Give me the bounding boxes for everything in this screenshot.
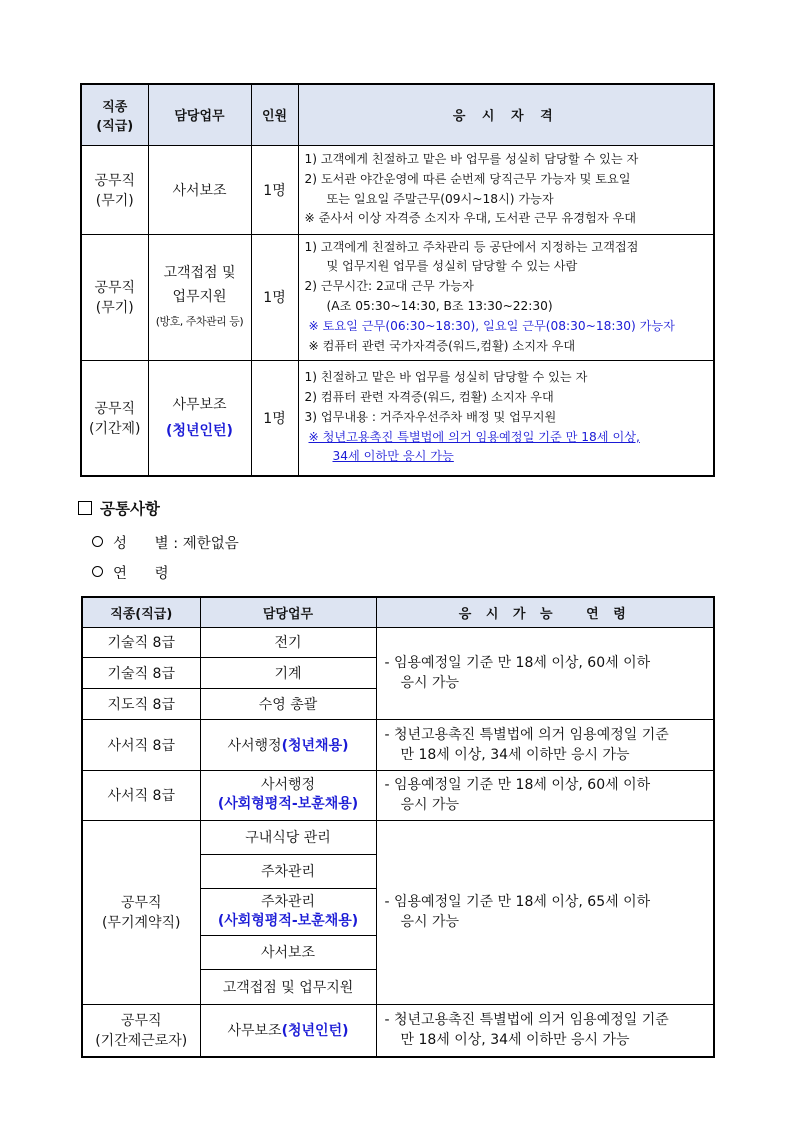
job-cell: 공무직 (기간제근로자): [82, 1004, 200, 1057]
common-section-title: 공통사항: [78, 497, 160, 519]
header-duty: 담당업무: [200, 597, 376, 627]
age-cell: - 임용예정일 기준 만 18세 이상, 60세 이하 응시 가능: [376, 627, 714, 719]
checkbox-square-icon: [78, 501, 92, 515]
duty-cell: 주차관리: [200, 854, 376, 888]
circle-bullet-icon: [92, 536, 103, 547]
table-row: [82, 770, 714, 820]
header-duty: 담당업무: [148, 84, 251, 145]
duty-cell: 주차관리 (사회형평적-보훈채용): [200, 888, 376, 935]
duty-cell: 사서행정(청년채용): [200, 719, 376, 770]
table-row: [82, 1004, 714, 1057]
job-cell: 사서직 8급: [82, 770, 200, 820]
age-line: 연 령: [92, 562, 169, 583]
duty-cell: 구내식당 관리: [200, 820, 376, 854]
duty-cell: 기계: [200, 657, 376, 688]
table-row: [81, 360, 714, 476]
table-header-row: [82, 597, 714, 627]
duty-cell: 전기: [200, 627, 376, 657]
duty-cell: 사서행정 (사회형평적-보훈채용): [200, 770, 376, 820]
table-row: [82, 820, 714, 854]
table-row: [81, 234, 714, 360]
table-row: [82, 719, 714, 770]
header-qualification: 응 시 자 격: [298, 84, 714, 145]
age-cell: - 청년고용촉진 특별법에 의거 임용예정일 기준 만 18세 이상, 34세 이하만 응시 가능: [376, 719, 714, 770]
job-cell: 기술직 8급: [82, 627, 200, 657]
age-cell: - 청년고용촉진 특별법에 의거 임용예정일 기준 만 18세 이상, 34세 이하만 응시 가능: [376, 1004, 714, 1057]
job-cell: 공무직 (무기): [81, 145, 148, 234]
header-age: 응 시 가 능 연 령: [376, 597, 714, 627]
age-cell: - 임용예정일 기준 만 18세 이상, 60세 이하 응시 가능: [376, 770, 714, 820]
duty-cell: 사무보조 (청년인턴): [148, 360, 251, 476]
age-table: [81, 596, 715, 1058]
job-cell: 지도직 8급: [82, 688, 200, 719]
table-row: [82, 627, 714, 657]
count-cell: 1명: [251, 360, 298, 476]
count-cell: 1명: [251, 234, 298, 360]
requirements-cell: 1) 고객에게 친절하고 맡은 바 업무를 성실히 담당할 수 있는 자 2) 도서관 야간운영에 따른 순번제 당직근무 가능자 및 토요일 또는 일요일 주말근무(09시~18시) 가능자 ※ 준사서 이상 자격증 소지자 우대, 도서관 근무 유경험자 우대: [298, 145, 714, 234]
duty-cell: 수영 총괄: [200, 688, 376, 719]
qualification-table: [80, 83, 715, 477]
requirements-cell: 1) 친절하고 맡은 바 업무를 성실히 담당할 수 있는 자 2) 컴퓨터 관련 자격증(워드, 컴활) 소지자 우대 3) 업무내용 : 거주자우선주차 배정 및 업무지원 ※ 청년고용촉진 특별법에 의거 임용예정일 기준 만 18세 이상, 34세 이하만 응시 가능: [298, 360, 714, 476]
table-header-row: [81, 84, 714, 145]
gender-line: 성 별 : 제한없음: [92, 532, 239, 553]
requirements-cell: 1) 고객에게 친절하고 주차관리 등 공단에서 지정하는 고객접점 및 업무지원 업무를 성실히 담당할 수 있는 사람 2) 근무시간: 2교대 근무 가능자 (A조 05:30~14:30, B조 13:30~22:30) ※ 토요일 근무(06:30~18:30), 일요일 근무(08:30~18:30) 가능자 ※ 컴퓨터 관련 국가자격증(워드,컴활) 소지자 우대: [298, 234, 714, 360]
header-job: 직종(직급): [82, 597, 200, 627]
count-cell: 1명: [251, 145, 298, 234]
job-cell: 공무직 (기간제): [81, 360, 148, 476]
duty-cell: 사서보조: [200, 935, 376, 969]
duty-cell: 사무보조(청년인턴): [200, 1004, 376, 1057]
header-count: 인원: [251, 84, 298, 145]
duty-cell: 사서보조: [148, 145, 251, 234]
duty-cell: 고객접점 및 업무지원 (방호, 주차관리 등): [148, 234, 251, 360]
duty-cell: 고객접점 및 업무지원: [200, 969, 376, 1004]
job-cell: 공무직 (무기): [81, 234, 148, 360]
table-row: [81, 145, 714, 234]
job-cell: 사서직 8급: [82, 719, 200, 770]
header-job: 직종 (직급): [81, 84, 148, 145]
circle-bullet-icon: [92, 566, 103, 577]
job-cell: 공무직 (무기계약직): [82, 820, 200, 1004]
job-cell: 기술직 8급: [82, 657, 200, 688]
age-cell: - 임용예정일 기준 만 18세 이상, 65세 이하 응시 가능: [376, 820, 714, 1004]
